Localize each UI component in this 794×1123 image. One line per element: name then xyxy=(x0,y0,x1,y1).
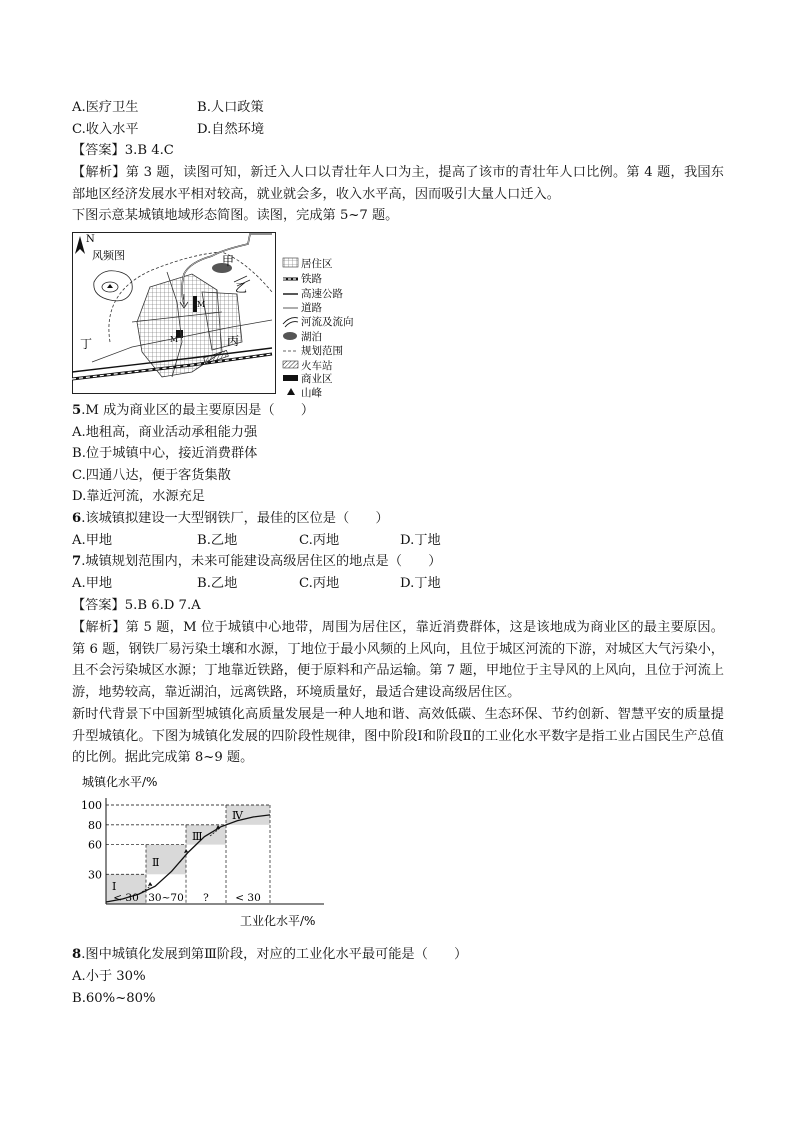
place-bing: 丙 xyxy=(227,334,240,348)
answer-5-7: 【答案】5.B 6.D 7.A xyxy=(72,598,201,613)
legend-residential-swatch xyxy=(283,258,298,267)
stage-label-2: Ⅱ xyxy=(152,856,160,869)
intro-8-9: 新时代背景下中国新型城镇化高质量发展是一种人地和谐、高效低碳、生态环保、节约创新、智慧平安的质量提升型城镇化。下图为城镇化发展的四阶段性规律，图中阶段Ⅰ和阶段Ⅱ的工业化水平数字是指工业占国民生产总值的比例。据此完成第 8~9 题。 xyxy=(72,707,724,765)
stage-range-4: < 30 xyxy=(235,892,261,904)
q8-stem xyxy=(72,945,467,965)
analysis-3-4: 【解析】第 3 题，读图可知，新迁入人口以青壮年人口为主，提高了该市的青壮年人口比例。第 4 题，我国东部地区经济发展水平相对较高，就业就会多，收入水平高，因而吸引大量人口迁入。 xyxy=(72,165,724,202)
q4-option-d: D.自然环境 xyxy=(197,122,265,137)
q7-option-c: C.丙地 xyxy=(299,576,340,591)
legend-residential: 居住区 xyxy=(301,258,333,270)
legend-railway: 铁路 xyxy=(301,273,322,285)
y-tick-100: 100 xyxy=(81,799,102,812)
legend-peak-icon xyxy=(287,388,295,395)
place-yi: 乙 xyxy=(235,281,248,295)
legend-planning: 规划范围 xyxy=(301,345,343,357)
answer-3-4: 【答案】3.B 4.C xyxy=(72,143,174,158)
stage-range-1: < 30 xyxy=(113,892,139,904)
legend-station: 火车站 xyxy=(301,360,333,372)
q6-number: 6 xyxy=(72,511,82,526)
stage-label-3: Ⅲ xyxy=(192,830,203,843)
urbanization-chart xyxy=(72,772,332,936)
label-m2: M xyxy=(170,335,179,344)
q7-option-a: A.甲地 xyxy=(72,576,113,591)
map-legend xyxy=(283,258,354,399)
q5-stem xyxy=(72,401,314,421)
q8-option-a: A.小于 30% xyxy=(72,969,146,984)
q5-number: 5 xyxy=(72,403,82,418)
q6-option-d: D.丁地 xyxy=(400,533,441,548)
q6-option-a: A.甲地 xyxy=(72,533,113,548)
stage-range-3: ? xyxy=(203,892,209,904)
q8-text: .图中城镇化发展到第Ⅲ阶段，对应的工业化水平最可能是（ ） xyxy=(81,947,468,962)
q6-option-c: C.丙地 xyxy=(299,533,340,548)
intro-5-7: 下图示意某城镇地域形态简图。读图，完成第 5~7 题。 xyxy=(72,208,399,223)
q6-stem xyxy=(72,509,389,529)
legend-peak: 山峰 xyxy=(301,387,322,399)
y-tick-60: 60 xyxy=(88,838,102,852)
q6-option-b: B.乙地 xyxy=(197,533,238,548)
q7-option-d: D.丁地 xyxy=(400,576,441,591)
q5-text: .M 成为商业区的最主要原因是（ ） xyxy=(81,403,315,418)
label-m1: M xyxy=(197,300,206,309)
wind-rose-label: 风频图 xyxy=(92,249,125,262)
stage-label-1: Ⅰ xyxy=(112,880,117,893)
y-tick-80: 80 xyxy=(88,818,102,832)
q7-option-b: B.乙地 xyxy=(197,576,238,591)
legend-station-swatch xyxy=(283,361,298,368)
legend-river-swatch xyxy=(283,318,298,327)
chart-ylabel: 城镇化水平/% xyxy=(82,775,158,789)
q7-text: .城镇规划范围内，未来可能建设高级居住区的地点是（ ） xyxy=(81,554,442,569)
q7-stem xyxy=(72,552,441,572)
q5-option-c: C.四通八达，便于客货集散 xyxy=(72,468,231,483)
q5-option-a: A.地租高，商业活动承租能力强 xyxy=(72,425,258,440)
stage-range-2: 30~70 xyxy=(148,892,184,904)
place-jia: 甲 xyxy=(222,254,235,268)
q6-text: .该城镇拟建设一大型钢铁厂，最佳的区位是（ ） xyxy=(81,511,389,526)
north-label: N xyxy=(86,234,95,245)
q5-option-b: B.位于城镇中心，接近消费群体 xyxy=(72,446,258,461)
q4-option-c: C.收入水平 xyxy=(72,122,139,137)
legend-lake: 湖泊 xyxy=(301,331,322,343)
chart-xlabel: 工业化水平/% xyxy=(240,914,316,928)
y-tick-30: 30 xyxy=(88,868,102,882)
place-ding: 丁 xyxy=(80,337,93,351)
q8-option-b: B.60%~80% xyxy=(72,991,156,1006)
analysis-5-7: 【解析】第 5 题，M 位于城镇中心地带，周围为居住区，靠近消费群体，这是该地成为商业区的最主要原因。第 6 题，钢铁厂易污染土壤和水源，丁地位于最小风频的上风向，且位于城区河流的下游，对城区大气污染小，且不会污染城区水源；丁地靠近铁路，便于原料和产品运输。第 7 题，甲地位于主导风的上风向，且位于河流上游，地势较高，靠近湖泊，远离铁路，环境质量好，最适合建设高级居住区。 xyxy=(72,620,724,700)
legend-river: 河流及流向 xyxy=(301,316,354,328)
legend-lake-swatch xyxy=(283,332,297,340)
legend-highway: 高速公路 xyxy=(301,288,343,300)
q4-option-b: B.人口政策 xyxy=(197,100,264,115)
legend-commercial: 商业区 xyxy=(301,373,333,385)
stage-label-4: Ⅳ xyxy=(232,809,243,822)
legend-commercial-swatch xyxy=(283,375,298,381)
legend-road: 道路 xyxy=(301,302,322,314)
q5-option-d: D.靠近河流，水源充足 xyxy=(72,489,205,504)
q4-option-a: A.医疗卫生 xyxy=(72,100,139,115)
town-map-figure xyxy=(72,232,362,400)
q8-number: 8 xyxy=(72,947,82,962)
q7-number: 7 xyxy=(72,554,82,569)
